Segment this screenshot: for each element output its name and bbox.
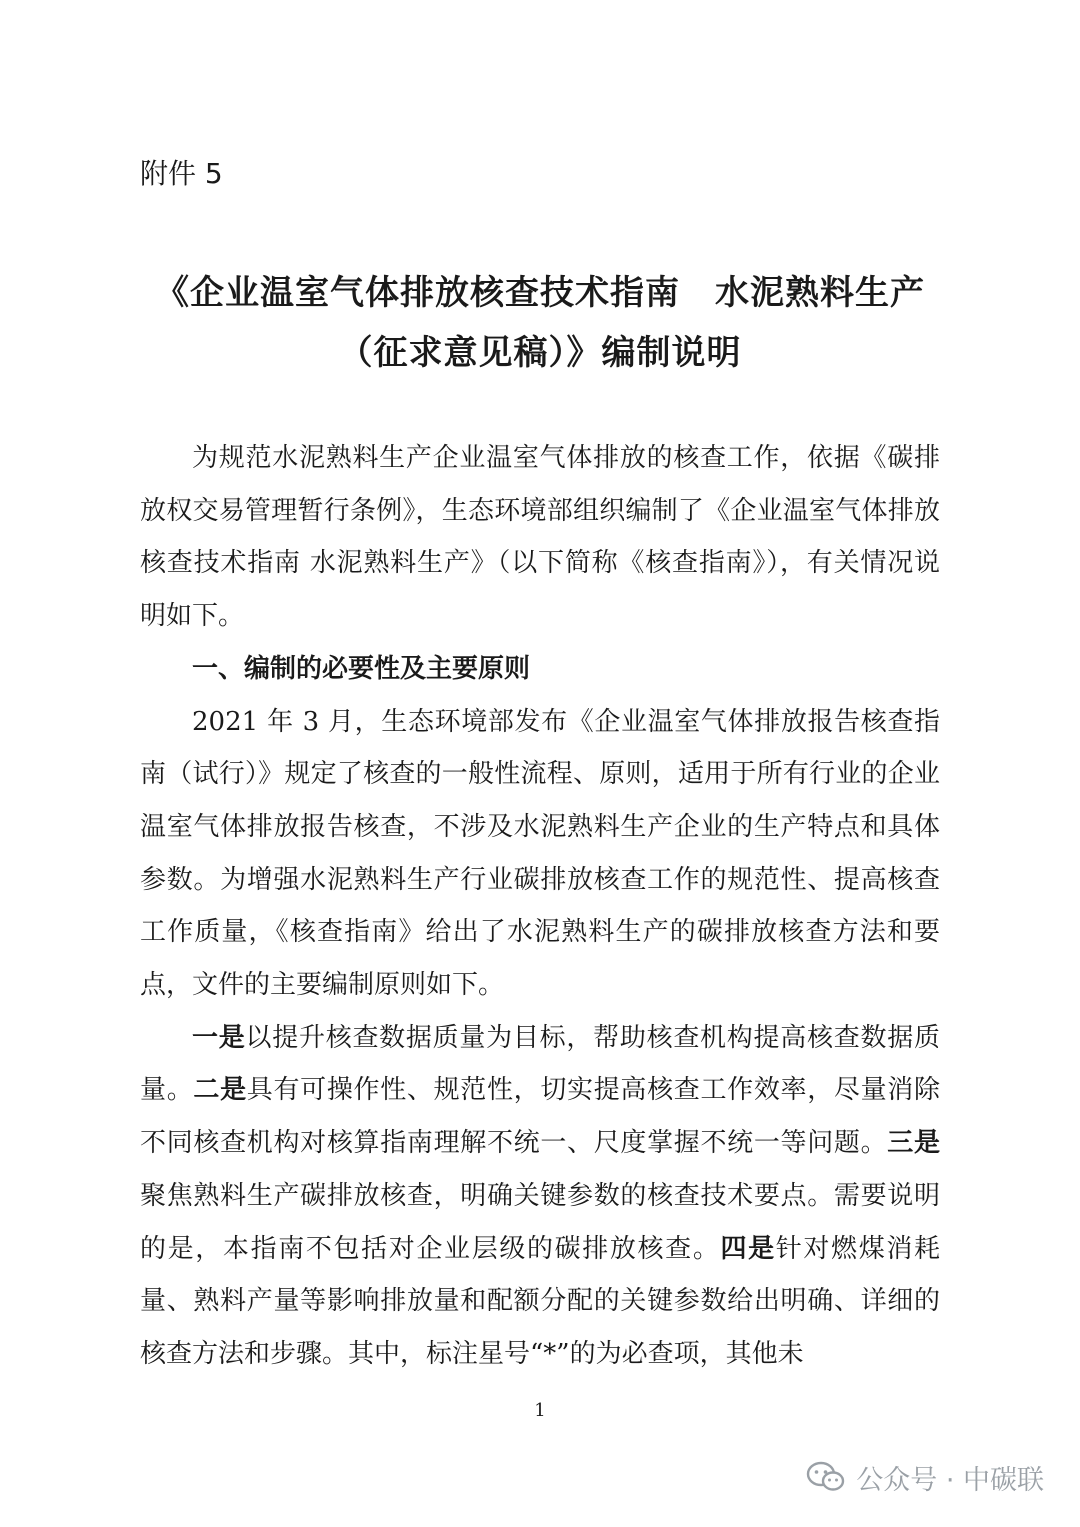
watermark-text: 公众号 · 中碳联 — [856, 1464, 1044, 1496]
document-title-line-1: 《企业温室气体排放核查技术指南 水泥熟料生产 — [155, 273, 925, 313]
principle-label: 一是 — [192, 1022, 246, 1053]
principle-text: 针对燃煤消耗量、熟料产量等影响排放量和配额分配的关键参数给出明确、详细的核查方法和步骤。其中，标注星号“*”的为必查项，其他未 — [140, 1233, 940, 1369]
section-paragraph: 2021 年 3 月，生态环境部发布《企业温室气体排放报告核查指南（试行）》规定了核查的一般性流程、原则，适用于所有行业的企业温室气体排放报告核查，不涉及水泥熟料生产企业的生产特点和具体参数。为增强水泥熟料生产行业碳排放核查工作的规范性、提高核查工作质量，《核查指南》给出了水泥熟料生产的碳排放核查方法和要点，文件的主要编制原则如下。 — [140, 706, 940, 1001]
principle-text: 以提升核查数据质量为目标，帮助核查机构提高核查数据质量。 — [140, 1022, 940, 1106]
wechat-icon — [806, 1460, 846, 1494]
principle-text: 具有可操作性、规范性，切实提高核查工作效率，尽量消除不同核查机构对核算指南理解不统一、尺度掌握不统一等问题。 — [140, 1075, 940, 1159]
intro-paragraph: 为规范水泥熟料生产企业温室气体排放的核查工作，依据《碳排放权交易管理暂行条例》，生态环境部组织编制了《企业温室气体排放核查技术指南 水泥熟料生产》（以下简称《核查指南》），有关情况说明如下。 — [140, 443, 940, 632]
document-body — [140, 432, 940, 1381]
watermark — [806, 1457, 1044, 1497]
principle-label: 四是 — [720, 1233, 776, 1264]
attachment-label: 附件 5 — [140, 157, 223, 190]
principle-label: 二是 — [193, 1075, 247, 1106]
principles-paragraph — [140, 1012, 940, 1381]
page-number: 1 — [534, 1400, 546, 1421]
document-title-line-2: （征求意见稿）》编制说明 — [338, 333, 742, 373]
principle-label: 三是 — [887, 1128, 940, 1159]
principle-text: 聚焦熟料生产碳排放核查，明确关键参数的核查技术要点。需要说明的是，本指南不包括对企业层级的碳排放核查。 — [140, 1180, 940, 1264]
section-heading: 一、编制的必要性及主要原则 — [192, 653, 531, 684]
